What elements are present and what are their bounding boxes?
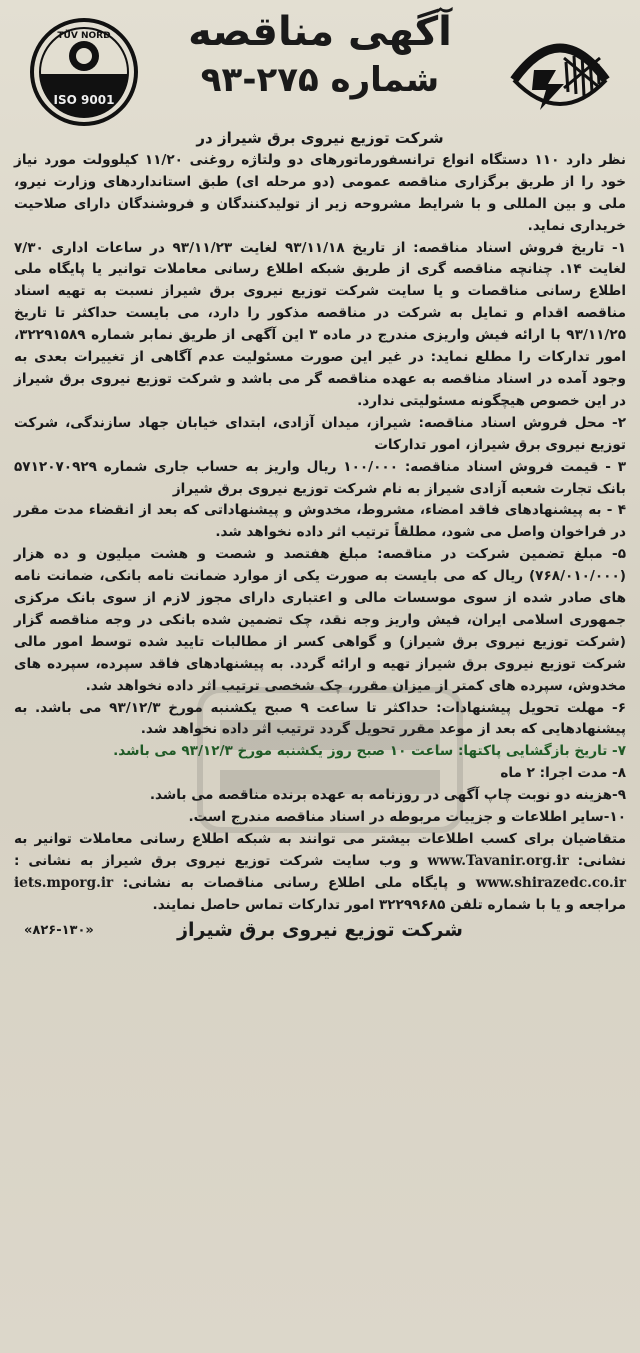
item-4-title: ۴ -: [606, 502, 626, 519]
item-4: [14, 500, 626, 544]
item-8-text: ۲ ماه: [500, 765, 535, 782]
item-1: [14, 238, 626, 413]
item-8: [14, 763, 626, 785]
closing-paragraph: [14, 829, 626, 917]
tavanir-url: www.Tavanir.org.ir: [427, 852, 569, 869]
item-8-title: ۸- مدت اجرا:: [539, 765, 626, 782]
item-7-text: ساعت ۱۰ صبح روز یکشنبه مورخ ۹۳/۱۲/۳ می باشد.: [113, 743, 454, 760]
ad-header: [10, 8, 630, 128]
ad-code: «۸۲۶-۱۳۰»: [24, 922, 94, 938]
item-1-title: ۱- تاریخ فروش اسناد مناقصه:: [413, 239, 626, 256]
company-line: شرکت توزیع نیروی برق شیراز در: [196, 129, 444, 147]
item-4-text: به پیشنهادهای فاقد امضاء، مشروط، مخدوش و پیشنهاداتی که بعد از انقضاء مدت مقرر در فراخوان واصل می شود، مطلقاً ترتیب اثر داده نخواهد شد.: [14, 502, 626, 541]
signature: شرکت توزیع نیروی برق شیراز: [177, 918, 463, 941]
item-2-text: شیراز، میدان آزادی، ابتدای خیابان جهاد سازندگی، شرکت توزیع نیروی برق شیراز، امور تدارکات: [14, 414, 626, 453]
item-10: [14, 807, 626, 829]
item-5-text: مبلغ هفتصد و شصت و هشت میلیون و ده هزار (۷۶۸/۰۱۰/۰۰۰) ریال که می بایست به صورت یکی از موارد ضمانت نامه بانکی، ضمانت نامه های صادر شده از سوی موسسات مالی و اعتباری دارای مجوز لازم از سوی بانک مرکزی جمهوری اسلامی ایران، فیش واریز وجه نقد، چک تضمین شده بانکی در وجه مناقصه گزار (شرکت توزیع نیروی برق شیراز) و گواهی کسر از مطالبات تایید شده توسط امور مالی شرکت توزیع نیروی برق شیراز تهیه و ارائه گردد. به پیشنهادهای فاقد سپرده، سپرده های مخدوش، سپرده های کمتر از میزان مقرر، چک شخصی ترتیب اثر داده نخواهد شد.: [14, 546, 626, 694]
logo-bottom-text: ISO 9001: [53, 93, 115, 107]
ad-title: آگهی مناقصه: [188, 9, 452, 55]
closing-part-1: متقاضیان برای کسب اطلاعات بیشتر می توانند به شبکه اطلاع رسانی معاملات توانیر به نشانی:: [14, 831, 627, 869]
item-10-text: سایر اطلاعات و جزییات مربوطه در اسناد مناقصه مندرج است.: [188, 809, 604, 826]
ad-body: [10, 128, 630, 917]
item-6-title: ۶- مهلت تحویل پیشنهادات:: [436, 699, 626, 716]
item-6: [14, 698, 626, 742]
item-5-title: ۵- مبلغ تضمین شرکت در مناقصه:: [377, 546, 626, 563]
item-7-title: ۷- تاریخ بازگشایی پاکتها:: [458, 743, 626, 760]
item-7: [14, 741, 626, 763]
iets-url: iets.mporg.ir: [14, 874, 114, 891]
intro-paragraph: نظر دارد ۱۱۰ دستگاه انواع ترانسفورماتورهای دو ولتاژه روغنی ۱۱/۲۰ کیلوولت مورد نیاز خود را از طریق برگزاری مناقصه عمومی (دو مرحله ای) طبق استانداردهای وزارت نیرو، ملی و بین المللی و با شرایط مشروحه زیر از تولیدکنندگان و فروشندگان دارای صلاحیت خریداری نماید.: [14, 151, 626, 234]
item-9: [14, 785, 626, 807]
item-9-text: هزینه دو نوبت چاپ آگهی در روزنامه به عهده برنده مناقصه می باشد.: [149, 787, 613, 804]
iso-certification-seal-icon: [28, 16, 140, 128]
logo-top-text: TÜV NORD: [57, 31, 111, 41]
ad-footer: [10, 919, 630, 941]
closing-part-4: مراجعه و یا با شماره تلفن ۳۲۲۹۹۶۸۵ امور تدارکات تماس حاصل نمایند.: [152, 896, 626, 913]
power-transmission-logo-icon: [504, 22, 616, 122]
item-9-title: ۹-: [612, 787, 626, 804]
item-3: [14, 457, 626, 501]
item-6-text: حداکثر تا ساعت ۹ صبح یکشنبه مورخ ۹۳/۱۲/۳ می باشد. به پیشنهادهایی که بعد از موعد مقرر تحویل گردد ترتیب اثر داده نخواهد شد.: [14, 699, 626, 738]
item-2-title: ۲- محل فروش اسناد مناقصه:: [418, 414, 626, 431]
item-3-title: ۳ - قیمت فروش اسناد مناقصه:: [404, 458, 626, 475]
ad-number: شماره ۲۷۵-۹۳: [200, 60, 440, 100]
item-1-text: از تاریخ ۹۳/۱۱/۱۸ لغایت ۹۳/۱۱/۲۳ در ساعات اداری ۷/۳۰ لغایت ۱۴. چنانچه مناقصه گری از طریق شبکه اطلاع رسانی معاملات توانیر یا پایگاه ملی اطلاع رسانی مناقصات و یا سایت شرکت توزیع نیروی برق شیراز نسبت به تهیه اسناد مناقصه اقدام و تمایل به شرکت در مناقصه مذکور را دارد، می بایست حداکثر تا تاریخ ۹۳/۱۱/۲۵ با ارائه فیش واریزی مندرج در ماده ۳ این آگهی از طریق نمابر شماره ۳۲۲۹۱۵۸۹، امور تدارکات را مطلع نماید: در غیر این صورت مسئولیت عدم آگاهی از تغییرات بعدی به وجود آمده در اسناد مناقصه به عهده مناقصه گر می باشد و شرکت توزیع نیروی برق شیراز در این خصوص هیچگونه مسئولیتی ندارد.: [14, 239, 627, 409]
item-5: [14, 544, 626, 697]
item-3-text: ۱۰۰/۰۰۰ ریال واریز به حساب جاری شماره ۵۷۱۲۰۷۰۹۲۹ بانک تجارت شعبه آزادی شیراز به نام شرکت توزیع نیروی برق شیراز: [14, 458, 626, 497]
item-2: [14, 413, 626, 457]
closing-part-2: و وب سایت شرکت توزیع نیروی برق شیراز به نشانی :: [14, 852, 419, 869]
closing-part-3: و پایگاه ملی اطلاع رسانی مناقصات به نشانی:: [122, 874, 467, 891]
item-10-title: ۱۰-: [603, 809, 626, 826]
shirazedc-url: www.shirazedc.co.ir: [475, 874, 627, 891]
